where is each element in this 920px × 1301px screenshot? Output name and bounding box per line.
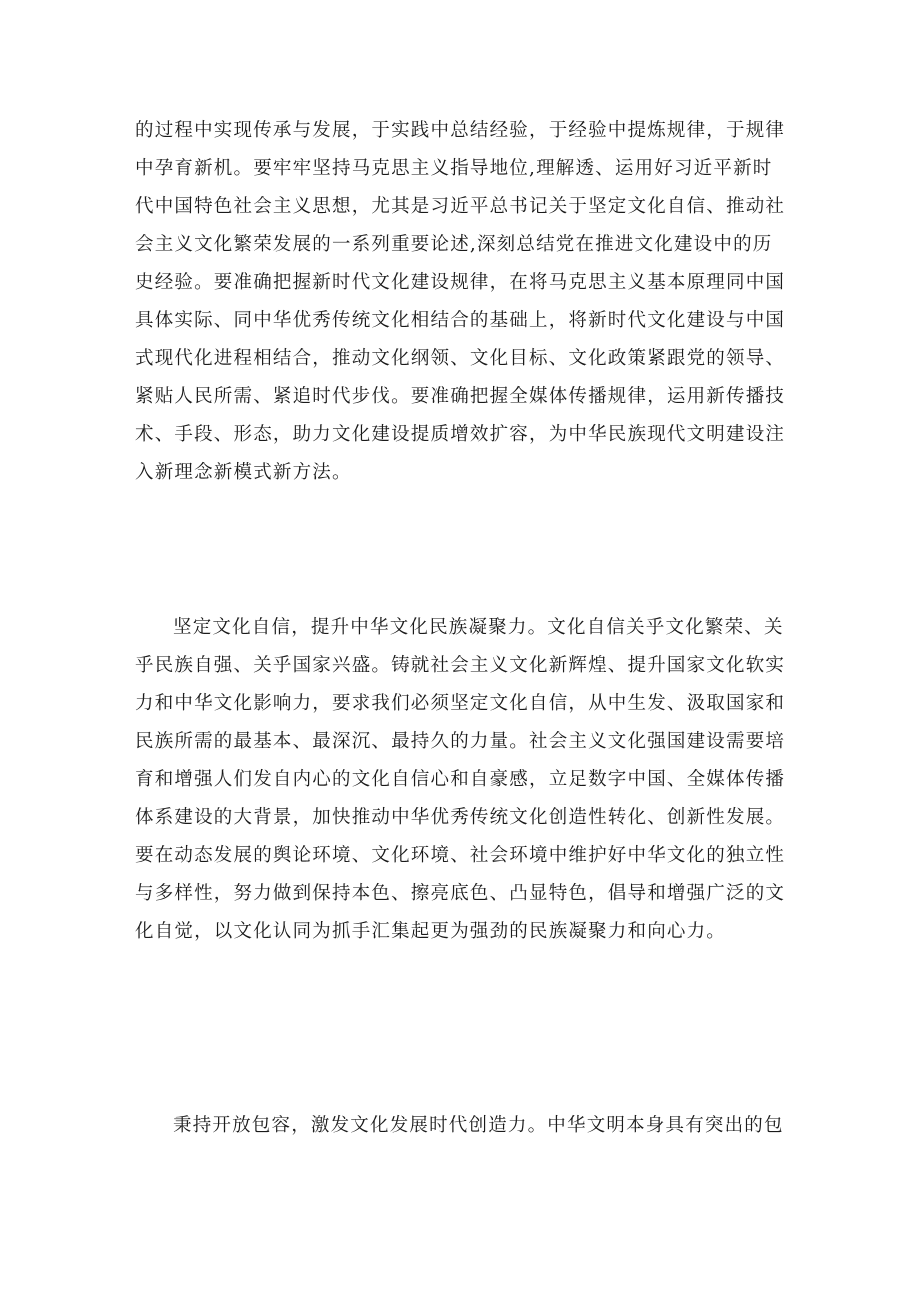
text-line: 式现代化进程相结合，推动文化纲领、文化目标、文化政策紧跟党的领导、 [135, 348, 786, 369]
text-line: 体系建设的大背景，加快推动中华优秀传统文化创造性转化、创新性发展。 [135, 807, 786, 828]
paragraph-cultural-confidence [135, 609, 795, 951]
text-line: 紧贴人民所需、紧追时代步伐。要准确把握全媒体传播规律，运用新传播技 [135, 386, 786, 407]
text-line: 中孕育新机。要牢牢坚持马克思主义指导地位,理解透、运用好习近平新时 [135, 158, 773, 179]
text-line: 术、手段、形态，助力文化建设提质增效扩容，为中华民族现代文明建设注 [135, 424, 786, 445]
text-line: 要在动态发展的舆论环境、文化环境、社会环境中维护好中华文化的独立性 [135, 845, 786, 866]
text-line: 史经验。要准确把握新时代文化建设规律，在将马克思主义基本原理同中国 [135, 272, 786, 293]
text-line: 的过程中实现传承与发展，于实践中总结经验，于经验中提炼规律，于规律 [135, 120, 786, 141]
text-line: 育和增强人们发自内心的文化自信心和自豪感，立足数字中国、全媒体传播 [135, 769, 786, 790]
text-line: 化自觉，以文化认同为抓手汇集起更为强劲的民族凝聚力和向心力。 [135, 921, 727, 942]
paragraph-cultural-construction [135, 112, 795, 492]
text-line: 与多样性，努力做到保持本色、擦亮底色、凸显特色，倡导和增强广泛的文 [135, 883, 786, 904]
text-line: 会主义文化繁荣发展的一系列重要论述,深刻总结党在推进文化建设中的历 [135, 234, 773, 255]
text-line: 民族所需的最基本、最深沉、最持久的力量。社会主义文化强国建设需要培 [135, 731, 786, 752]
text-line: 具体实际、同中华优秀传统文化相结合的基础上，将新时代文化建设与中国 [135, 310, 786, 331]
text-line: 代中国特色社会主义思想，尤其是习近平总书记关于坚定文化自信、推动社 [135, 196, 786, 217]
text-line: 坚定文化自信，提升中华文化民族凝聚力。文化自信关乎文化繁荣、关 [173, 617, 784, 638]
text-line: 力和中华文化影响力，要求我们必须坚定文化自信，从中生发、汲取国家和 [135, 693, 786, 714]
paragraph-openness-inclusiveness [135, 1107, 795, 1145]
text-line: 秉持开放包容，激发文化发展时代创造力。中华文明本身具有突出的包 [173, 1115, 784, 1136]
text-line: 入新理念新模式新方法。 [135, 462, 352, 483]
text-line: 乎民族自强、关乎国家兴盛。铸就社会主义文化新辉煌、提升国家文化软实 [135, 655, 786, 676]
